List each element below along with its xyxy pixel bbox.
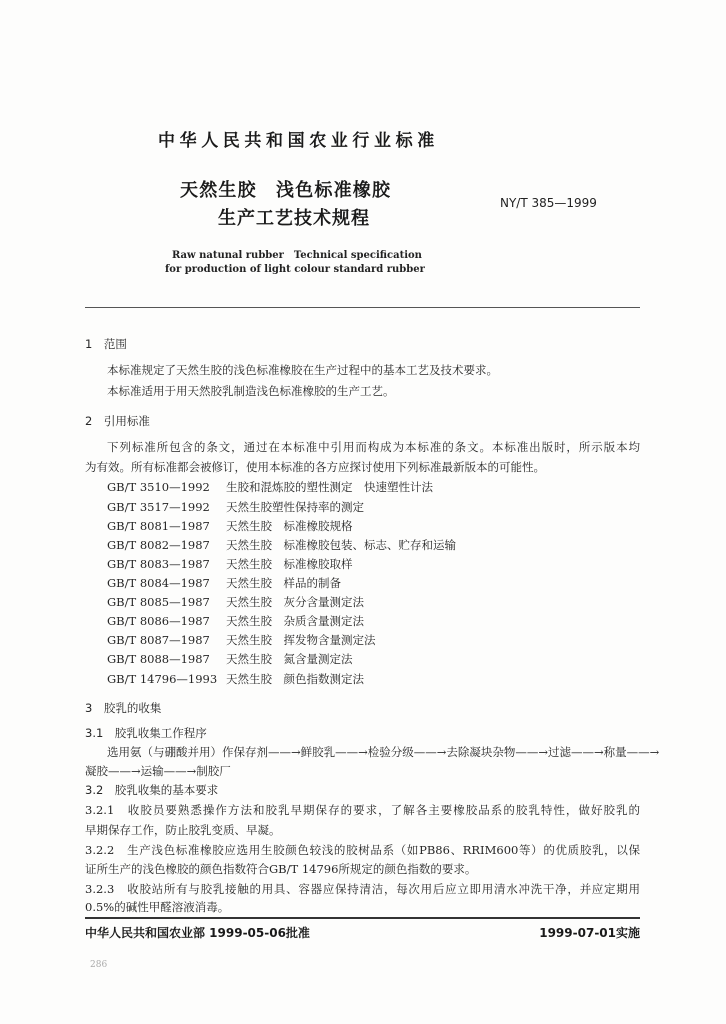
- reference-code: GB/T 8081—1987: [107, 519, 210, 533]
- reference-code: GB/T 8088—1987: [107, 652, 210, 666]
- clause-3-2-3-line: 0.5%的碱性甲醛溶液消毒。: [85, 900, 230, 914]
- clause-3-2-2-line: 证所生产的浅色橡胶的颜色指数符合GB/T 14796所规定的颜色指数的要求。: [85, 862, 477, 876]
- reference-item: [107, 556, 353, 572]
- reference-item: [107, 479, 433, 495]
- reference-item: [107, 594, 364, 610]
- reference-code: GB/T 3510—1992: [107, 480, 210, 494]
- reference-title: 天然生胶塑性保持率的测定: [226, 500, 364, 514]
- reference-title: 天然生胶 灰分含量测定法: [226, 595, 364, 609]
- reference-code: GB/T 8087—1987: [107, 633, 210, 647]
- reference-title: 天然生胶 样品的制备: [226, 576, 341, 590]
- reference-item: [107, 575, 341, 591]
- section1-heading: 1 范围: [85, 337, 127, 351]
- section2-line: 为有效。所有标准都会被修订，使用本标准的各方应探讨使用下列标准最新版本的可能性。: [85, 460, 545, 474]
- reference-item: [107, 671, 364, 687]
- title-en-line2: for production of light colour standard rubber: [165, 264, 425, 275]
- section2-heading: 2 引用标准: [85, 414, 150, 428]
- reference-item: [107, 537, 456, 553]
- approval-date: 中华人民共和国农业部 1999-05-06批准: [85, 926, 310, 940]
- title-cn-line2: 生产工艺技术规程: [218, 208, 370, 229]
- reference-item: [107, 651, 353, 667]
- reference-title: 生胶和混炼胶的塑性测定 快速塑性计法: [226, 480, 433, 494]
- reference-item: [107, 632, 376, 648]
- subsection-3-2-heading: 3.2 胶乳收集的基本要求: [85, 783, 219, 797]
- clause-3-2-1-line: 3.2.1 收胶员要熟悉操作方法和胶乳早期保存的要求，了解各主要橡胶品系的胶乳特性，做好胶乳的: [85, 803, 640, 817]
- reference-title: 天然生胶 颜色指数测定法: [226, 672, 364, 686]
- clause-3-2-1-line: 早期保存工作，防止胶乳变质、早凝。: [85, 823, 281, 837]
- reference-code: GB/T 8085—1987: [107, 595, 210, 609]
- header-divider: [85, 307, 640, 308]
- reference-code: GB/T 8082—1987: [107, 538, 210, 552]
- page-number: 286: [90, 960, 108, 970]
- reference-item: [107, 518, 353, 534]
- reference-title: 天然生胶 杂质含量测定法: [226, 614, 364, 628]
- section1-line: 本标准适用于用天然胶乳制造浅色标准橡胶的生产工艺。: [107, 384, 395, 398]
- section3-heading: 3 胶乳的收集: [85, 701, 162, 715]
- reference-item: [107, 499, 364, 515]
- reference-title: 天然生胶 标准橡胶包装、标志、贮存和运输: [226, 538, 456, 552]
- reference-title: 天然生胶 挥发物含量测定法: [226, 633, 376, 647]
- process-flow-line: 选用氨（与硼酸并用）作保存剂——→鲜胶乳——→检验分级——→去除凝块杂物——→过滤——→称量——→: [107, 745, 660, 759]
- title-cn-line1: 天然生胶 浅色标准橡胶: [180, 180, 392, 201]
- effective-date: 1999-07-01实施: [539, 926, 640, 940]
- clause-3-2-3-line: 3.2.3 收胶站所有与胶乳接触的用具、容器应保持清洁，每次用后应立即用清水冲洗干净，并应定期用: [85, 882, 640, 896]
- agency-title: 中华人民共和国农业行业标准: [158, 131, 439, 151]
- reference-code: GB/T 8083—1987: [107, 557, 210, 571]
- title-en-line1: Raw natunal rubber Technical specification: [172, 250, 422, 261]
- reference-item: [107, 613, 364, 629]
- subsection-3-1-heading: 3.1 胶乳收集工作程序: [85, 726, 207, 740]
- standard-number: NY/T 385—1999: [500, 196, 597, 210]
- section1-line: 本标准规定了天然生胶的浅色标准橡胶在生产过程中的基本工艺及技术要求。: [107, 363, 498, 377]
- reference-code: GB/T 3517—1992: [107, 500, 210, 514]
- process-flow-line: 凝胶——→运输——→制胶厂: [85, 764, 231, 778]
- reference-code: GB/T 8086—1987: [107, 614, 210, 628]
- reference-title: 天然生胶 标准橡胶取样: [226, 557, 353, 571]
- footer-divider: [85, 917, 640, 919]
- reference-title: 天然生胶 氮含量测定法: [226, 652, 353, 666]
- reference-title: 天然生胶 标准橡胶规格: [226, 519, 353, 533]
- section2-line: 下列标准所包含的条文，通过在本标准中引用而构成为本标准的条文。本标准出版时，所示版本均: [107, 440, 640, 454]
- reference-code: GB/T 14796—1993: [107, 672, 218, 686]
- reference-code: GB/T 8084—1987: [107, 576, 210, 590]
- clause-3-2-2-line: 3.2.2 生产浅色标准橡胶应选用生胶颜色较浅的胶树品系（如PB86、RRIM600等）的优质胶乳，以保: [85, 843, 640, 857]
